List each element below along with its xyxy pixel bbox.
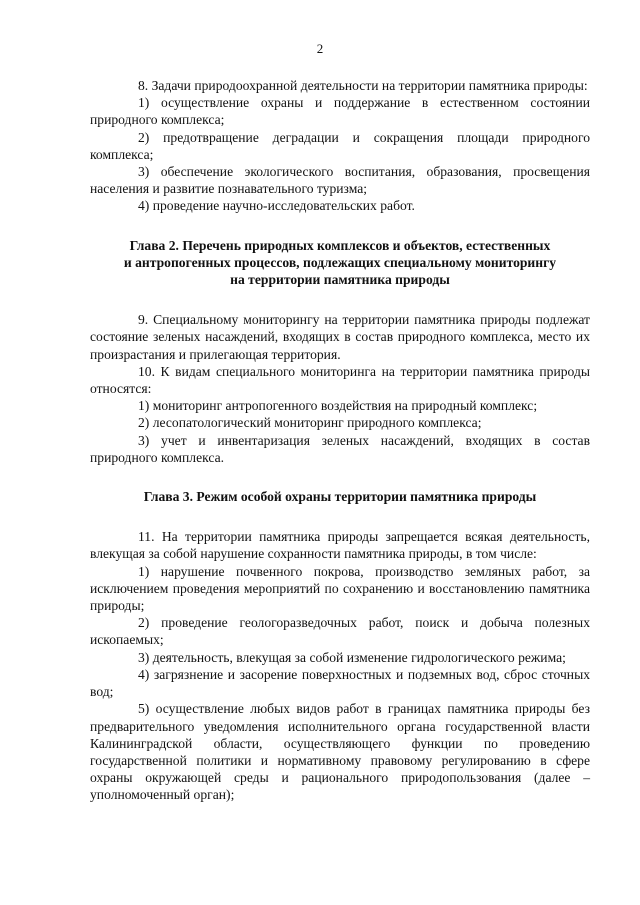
chapter-2-heading bbox=[90, 237, 590, 289]
list-item: 4) проведение научно-исследовательских работ. bbox=[138, 198, 415, 214]
list-item: 5) осуществление любых видов работ в границах памятника природы без предварительного уведомления исполнительного органа государственной власти Калининградской области, осуществляющего функции по проведению государственной политики и нормативному правовому регулированию в сфере охраны окружающей среды и рационального природопользования (далее – уполномоченный орган); bbox=[90, 701, 590, 803]
paragraph: 8. Задачи природоохранной деятельности на территории памятника природы: bbox=[138, 78, 588, 93]
list-item: 4) загрязнение и засорение поверхностных и подземных вод, сброс сточных вод; bbox=[90, 666, 590, 700]
list-item: 1) осуществление охраны и поддержание в естественном состоянии природного комплекса; bbox=[90, 95, 590, 128]
document-body bbox=[90, 77, 590, 804]
list-item: 3) учет и инвентаризация зеленых насаждений, входящих в состав природного комплекса. bbox=[90, 432, 590, 465]
heading-line: на территории памятника природы bbox=[230, 272, 450, 288]
heading-line: Глава 2. Перечень природных комплексов и объектов, естественных bbox=[129, 237, 551, 253]
list-item: 2) лесопатологический мониторинг природного комплекса; bbox=[138, 415, 482, 431]
paragraph: 11. На территории памятника природы запрещается всякая деятельность, влекущая за собой нарушение сохранности памятника природы, в том числе: bbox=[90, 529, 590, 562]
list-item: 1) мониторинг антропогенного воздействия на природный комплекс; bbox=[138, 398, 538, 414]
list-item: 2) проведение геологоразведочных работ, поиск и добыча полезных ископаемых; bbox=[90, 615, 590, 648]
heading-line: Глава 3. Режим особой охраны территории памятника природы bbox=[143, 489, 537, 505]
page-number: 2 bbox=[316, 41, 324, 56]
chapter-3-heading bbox=[90, 488, 590, 505]
list-item: 2) предотвращение деградации и сокращения площади природного комплекса; bbox=[90, 129, 590, 162]
paragraph: 10. К видам специального мониторинга на территории памятника природы относятся: bbox=[90, 363, 590, 397]
list-item: 3) обеспечение экологического воспитания, образования, просвещения населения и развитие познавательного туризма; bbox=[90, 164, 590, 197]
list-item: 3) деятельность, влекущая за собой изменение гидрологического режима; bbox=[138, 649, 566, 665]
paragraph: 9. Специальному мониторингу на территории памятника природы подлежат состояние зеленых насаждений, входящих в состав природного комплекса, место их произрастания и прилегающая территория. bbox=[90, 312, 590, 362]
heading-line: и антропогенных процессов, подлежащих специальному мониторингу bbox=[123, 254, 557, 270]
list-item: 1) нарушение почвенного покрова, производство земляных работ, за исключением проведения мероприятий по сохранению и восстановлению памятника природы; bbox=[90, 563, 590, 614]
